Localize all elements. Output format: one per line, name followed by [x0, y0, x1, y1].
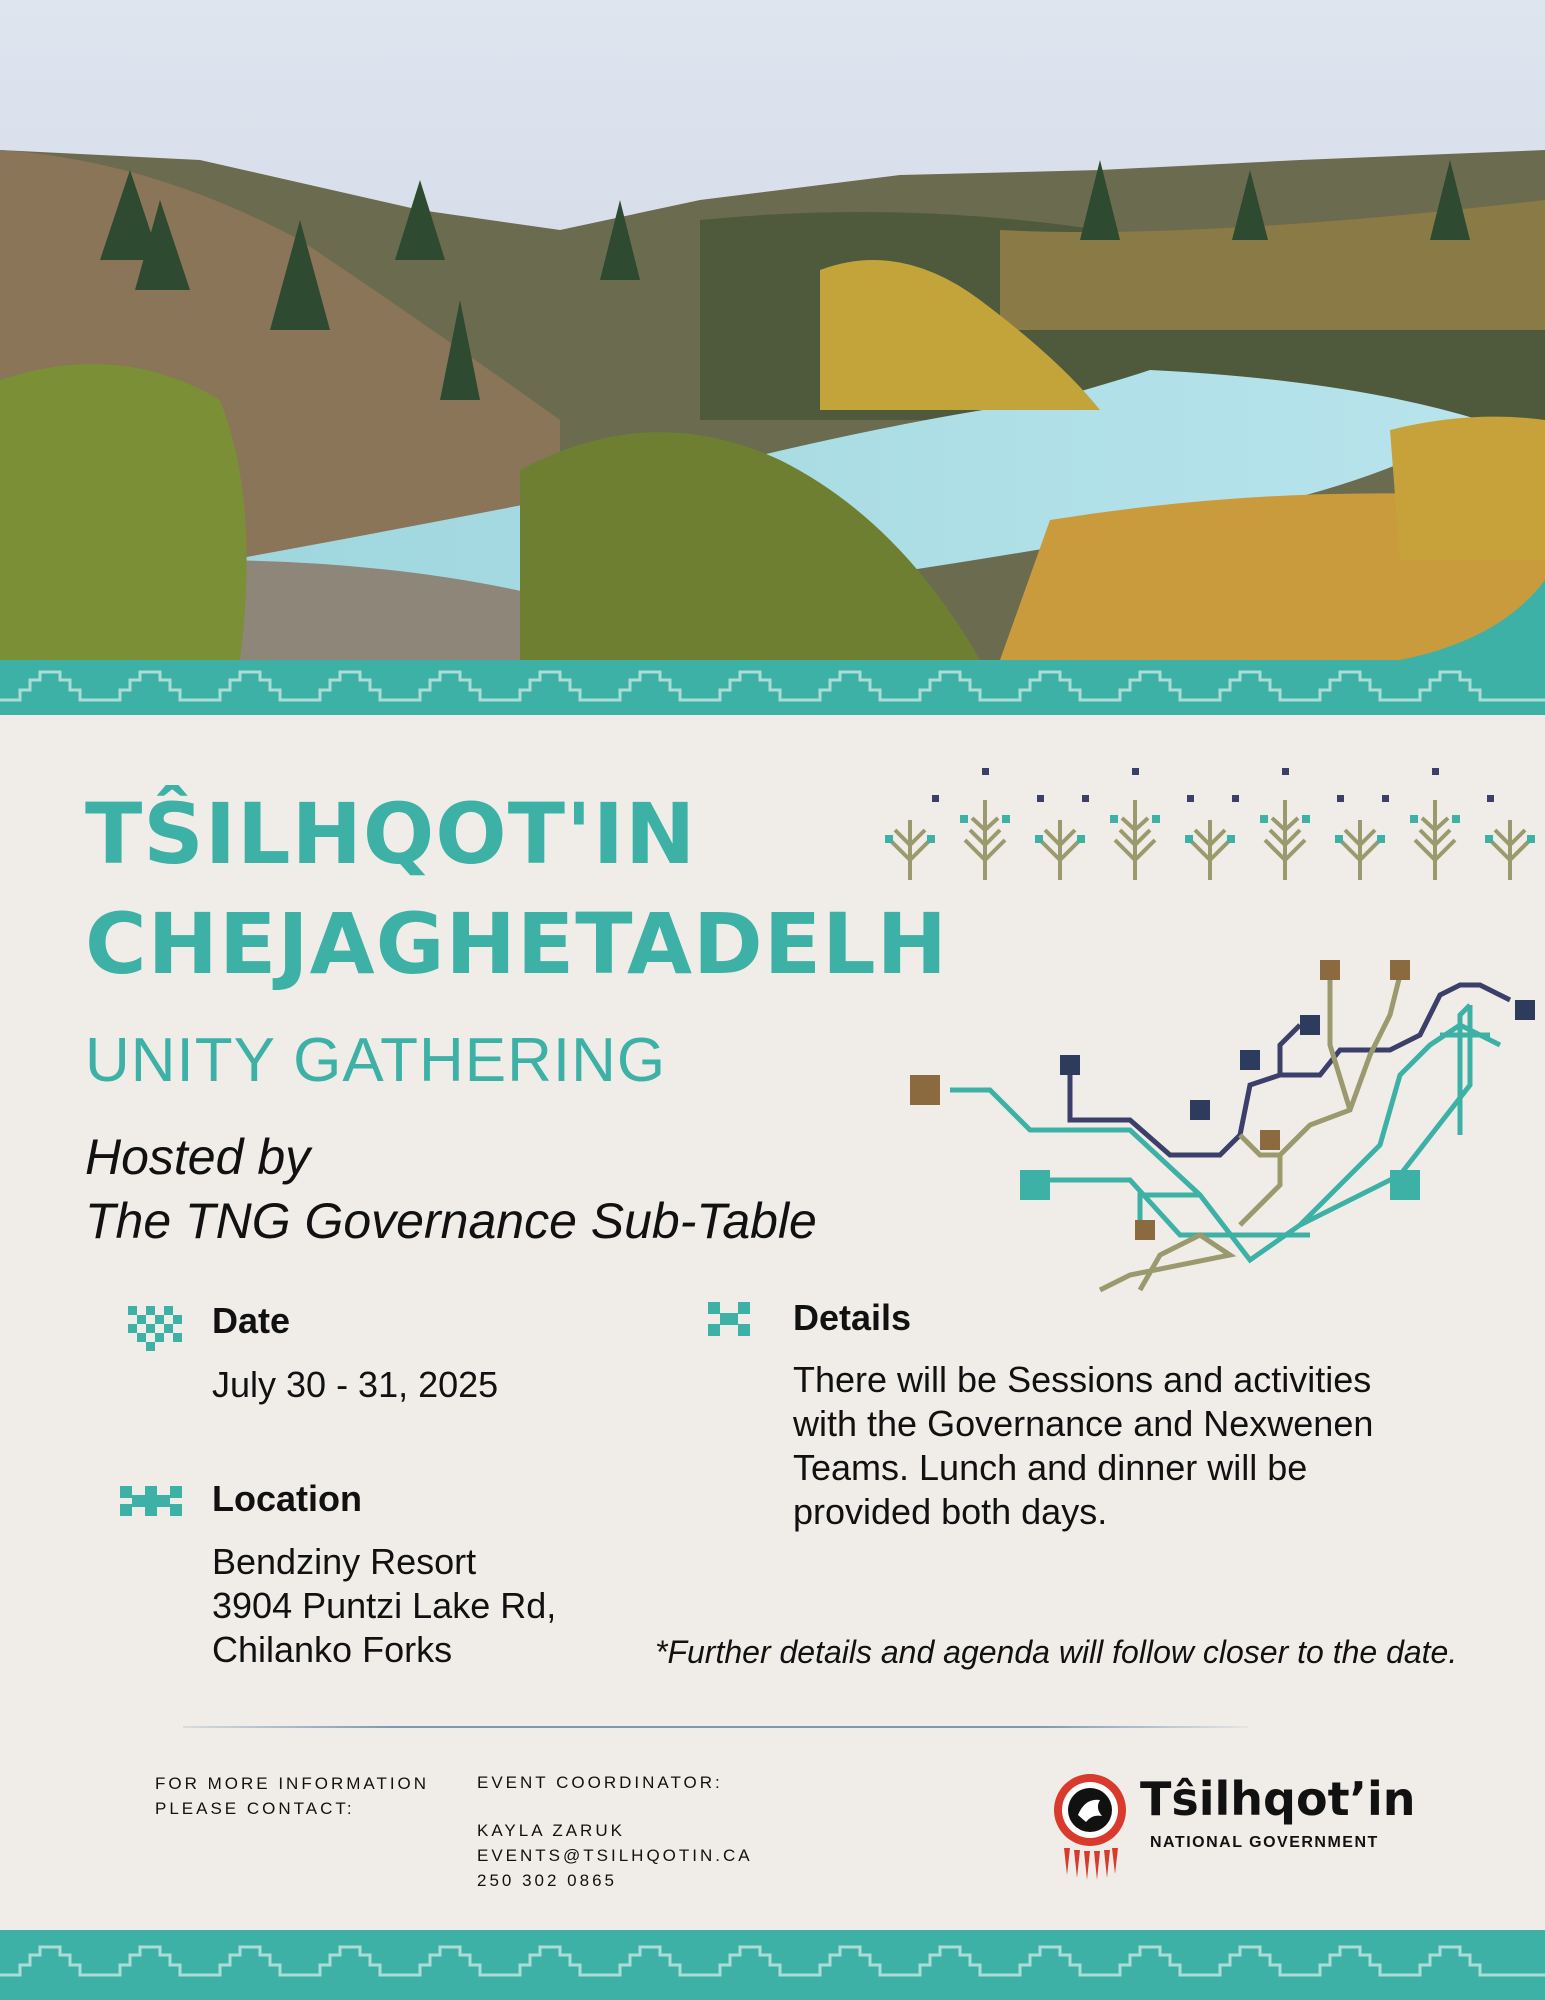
title-line-2: CHEJAGHETADELH: [85, 895, 948, 993]
further-details-note: *Further details and agenda will follow closer to the date.: [655, 1634, 1458, 1670]
host-name-line: The TNG Governance Sub-Table: [85, 1193, 817, 1249]
hero-landscape-photo: [0, 0, 1545, 660]
pattern-cross-icon: [708, 1302, 750, 1336]
plant-motif-row-icon: [880, 760, 1545, 890]
coordinator-name: KAYLA ZARUK: [477, 1821, 625, 1840]
checker-pattern-icon: [128, 1300, 182, 1354]
landscape-illustration: [0, 0, 1545, 660]
details-label: Details: [793, 1297, 912, 1338]
date-value: July 30 - 31, 2025: [212, 1364, 499, 1405]
details-line: provided both days.: [793, 1491, 1108, 1532]
more-info-line: FOR MORE INFORMATION: [155, 1774, 430, 1793]
top-pattern-border: [0, 660, 1545, 715]
details-description: [793, 1358, 1433, 1534]
details-line: Teams. Lunch and dinner will be: [793, 1447, 1308, 1488]
coordinator-phone: 250 302 0865: [477, 1871, 617, 1890]
location-line: 3904 Puntzi Lake Rd,: [212, 1585, 557, 1626]
title-line-1: TŜILHQOT'IN: [85, 785, 697, 883]
date-label: Date: [212, 1300, 291, 1341]
river-tree-motif-icon: [900, 935, 1545, 1310]
tng-logo-emblem-icon: [1050, 1770, 1130, 1880]
divider-line: [183, 1726, 1248, 1728]
coordinator-email-link[interactable]: EVENTS@TSILHQOTIN.CA: [477, 1846, 753, 1865]
location-line: Bendziny Resort: [212, 1541, 477, 1582]
details-line: with the Governance and Nexwenen: [793, 1403, 1374, 1444]
logo-wordmark: Tŝilhqot’in: [1140, 1772, 1416, 1826]
more-info-line: PLEASE CONTACT:: [155, 1799, 355, 1818]
bottom-pattern-border: [0, 1930, 1545, 2000]
location-line: Chilanko Forks: [212, 1629, 453, 1670]
more-info-heading: [155, 1771, 455, 1821]
event-subtitle: UNITY GATHERING: [85, 1026, 667, 1095]
details-line: There will be Sessions and activities: [793, 1359, 1372, 1400]
location-label: Location: [212, 1478, 362, 1519]
hosted-by-line: Hosted by: [85, 1129, 311, 1185]
coordinator-label: EVENT COORDINATOR:: [477, 1773, 723, 1792]
location-address: [212, 1540, 632, 1672]
logo-subtitle: NATIONAL GOVERNMENT: [1150, 1834, 1379, 1851]
pattern-bar-icon: [120, 1486, 182, 1516]
